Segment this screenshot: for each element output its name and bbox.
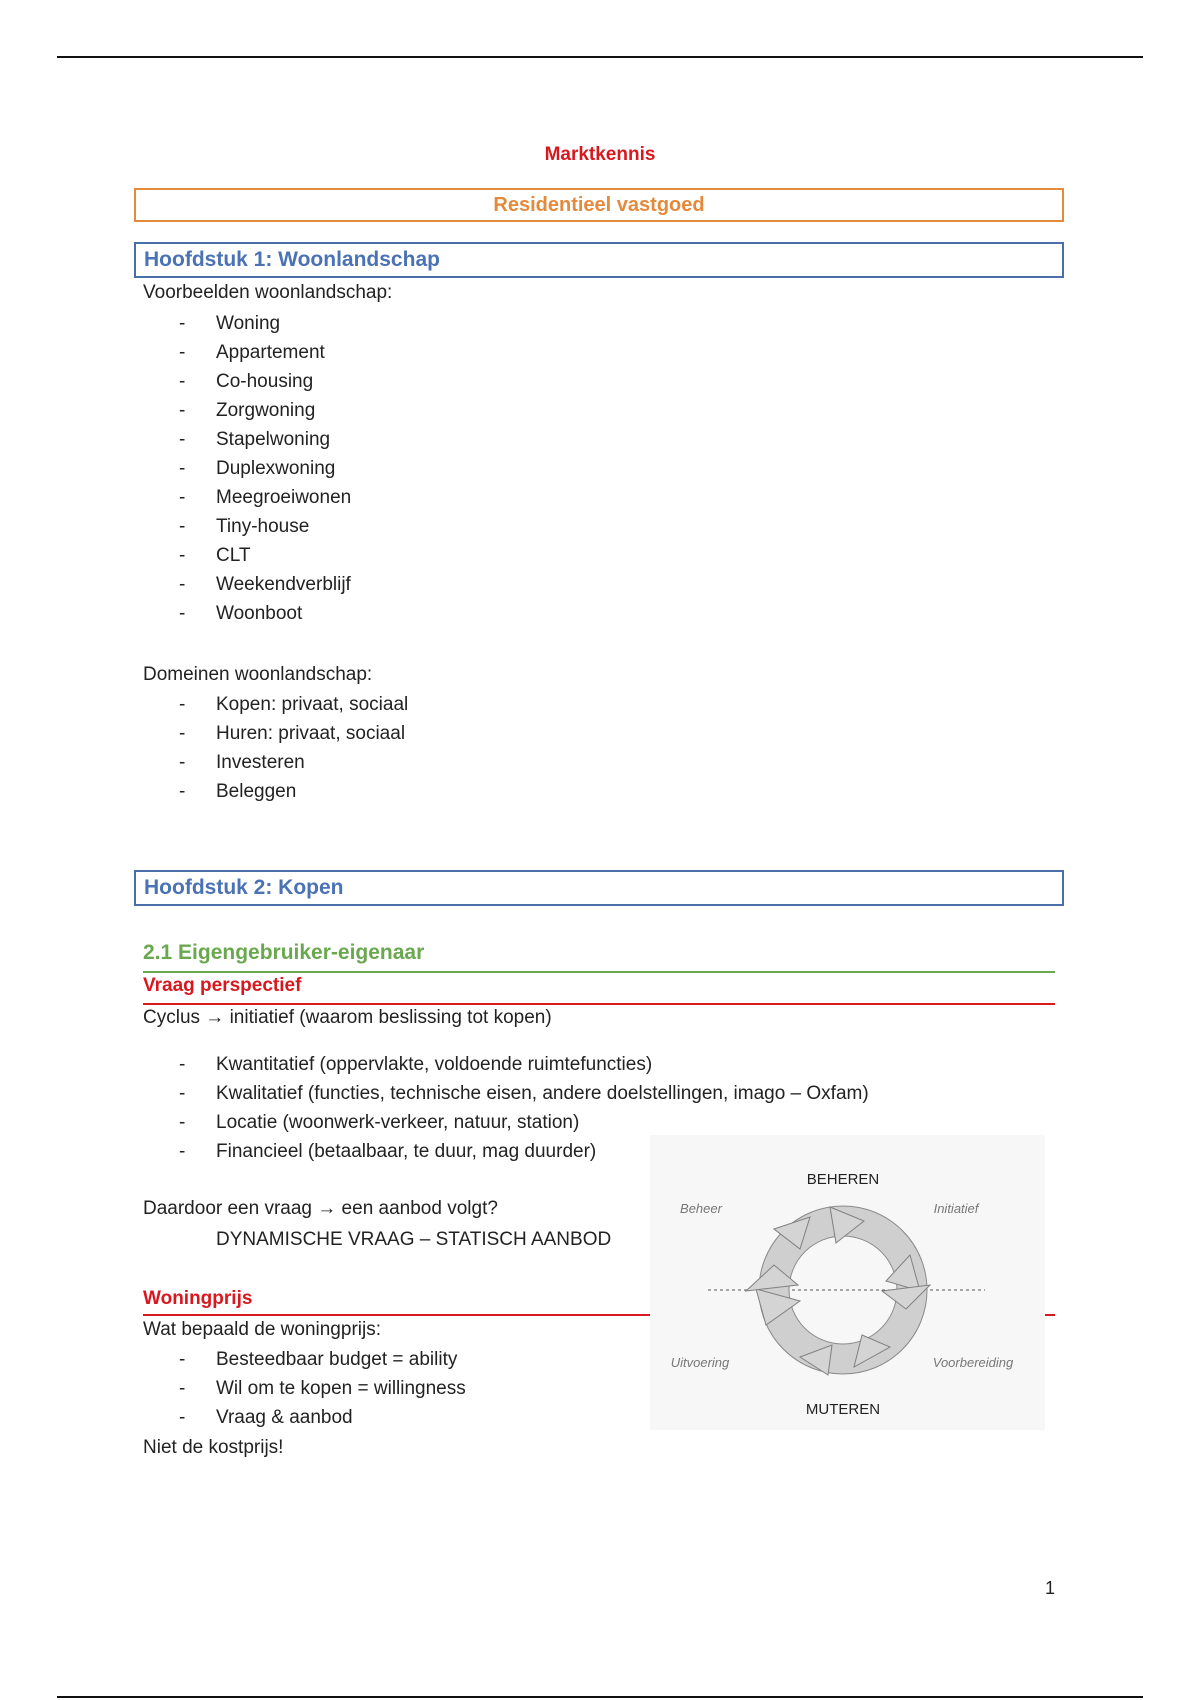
section-underline (143, 971, 1055, 973)
list-item: - Stapelwoning (179, 429, 331, 450)
section-heading: 2.1 Eigengebruiker-eigenaar (143, 941, 425, 964)
demand-answer: DYNAMISCHE VRAAG – STATISCH AANBOD (216, 1229, 612, 1250)
list-item: - Beleggen (179, 781, 297, 802)
list-item: - Zorgwoning (179, 400, 316, 421)
list-item: - Woning (179, 313, 281, 334)
demand-heading: Vraag perspectief (143, 975, 302, 996)
list-item: - Investeren (179, 752, 305, 773)
list-item: - Meegroeiwonen (179, 487, 352, 508)
list-item: - Wil om te kopen = willingness (179, 1378, 466, 1399)
diagram-label-top-left: Beheer (680, 1201, 722, 1216)
list-item: - Kopen: privaat, sociaal (179, 694, 409, 715)
top-rule (57, 56, 1143, 58)
cycle-diagram (650, 1135, 1045, 1430)
diagram-label-bottom: MUTEREN (805, 1401, 881, 1418)
list-item: - Duplexwoning (179, 458, 336, 479)
price-conclusion: Niet de kostprijs! (143, 1437, 284, 1458)
price-underline (143, 1314, 650, 1316)
chapter-2-heading: Hoofdstuk 2: Kopen (134, 870, 1064, 906)
list-item: - Huren: privaat, sociaal (179, 723, 406, 744)
price-heading: Woningprijs (143, 1288, 253, 1309)
list-item: - Weekendverblijf (179, 574, 351, 595)
examples-list (143, 309, 351, 628)
price-question: Wat bepaald de woningprijs: (143, 1319, 381, 1340)
cycle-line: Cyclus → initiatief (waarom beslissing tot kopen) (143, 1007, 552, 1028)
price-factors-list (143, 1345, 466, 1432)
list-item: - Kwalitatief (functies, technische eisen, andere doelstellingen, imago – Oxfam) (179, 1083, 869, 1104)
domains-label: Domeinen woonlandschap: (143, 664, 373, 685)
page-number: 1 (1045, 1578, 1056, 1598)
list-item: - Woonboot (179, 603, 303, 624)
diagram-label-top: BEHEREN (806, 1171, 880, 1188)
document-banner: Residentieel vastgoed (134, 188, 1064, 222)
demand-underline (143, 1003, 1055, 1005)
examples-label: Voorbeelden woonlandschap: (143, 282, 393, 303)
list-item: - Locatie (woonwerk-verkeer, natuur, station) (179, 1112, 580, 1133)
bottom-rule (57, 1696, 1143, 1698)
list-item: - Co-housing (179, 371, 314, 392)
diagram-label-bottom-right: Voorbereiding (932, 1355, 1014, 1370)
list-item: - Kwantitatief (oppervlakte, voldoende ruimtefuncties) (179, 1054, 653, 1075)
list-item: - Financieel (betaalbaar, te duur, mag duurder) (179, 1141, 597, 1162)
list-item: - Besteedbaar budget = ability (179, 1349, 458, 1370)
diagram-label-bottom-left: Uitvoering (670, 1355, 730, 1370)
document-title: Marktkennis (544, 144, 656, 165)
list-item: - Vraag & aanbod (179, 1407, 353, 1428)
list-item: - Tiny-house (179, 516, 310, 537)
demand-question: Daardoor een vraag → een aanbod volgt? (143, 1198, 498, 1219)
chapter-1-heading: Hoofdstuk 1: Woonlandschap (134, 242, 1064, 278)
diagram-label-top-right: Initiatief (933, 1201, 979, 1216)
domains-list (143, 690, 408, 806)
list-item: - Appartement (179, 342, 325, 363)
list-item: - CLT (179, 545, 251, 566)
